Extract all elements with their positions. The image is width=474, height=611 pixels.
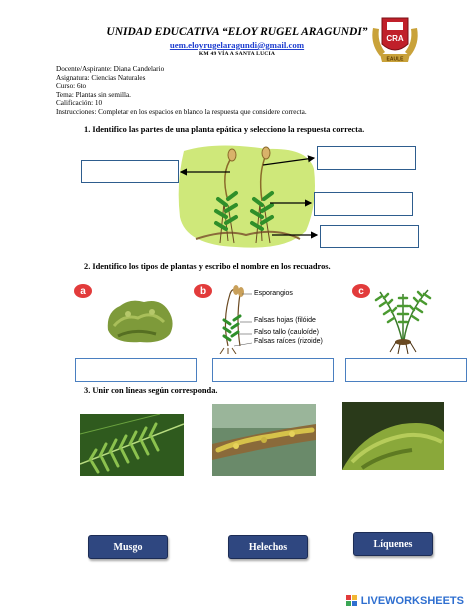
grade-line: Calificación: 10 [56,99,103,108]
badge-b: b [194,284,212,298]
liquenes-button[interactable]: Líquenes [353,532,433,556]
question-2-title: 2. Identifico los tipos de plantas y escribo el nombre en los recuadros. [84,262,331,271]
course-line: Curso: 6to [56,82,87,91]
helechos-button[interactable]: Helechos [228,535,308,559]
answer-box-c[interactable] [345,358,467,382]
liveworksheets-brand [346,595,464,607]
teacher-line: Docente/Aspirante: Diana Candelario [56,65,165,73]
lichen-branch-image [212,404,316,476]
liveworksheets-logo-icon [346,595,358,607]
label-esporangios: Esporangios [254,290,293,297]
school-email-link[interactable]: uem.eloyrugelaragundi@gmail.com [169,40,305,50]
subject-line: Asignatura: Ciencias Naturales [56,73,146,82]
answer-box-b[interactable] [212,358,334,382]
label-falso-tallo: Falso tallo (cauloíde) [254,329,319,336]
label-falsas-hojas: Falsas hojas (filóide [254,317,316,324]
school-name: UNIDAD EDUCATIVA “ELOY RUGEL ARAGUNDI” [106,26,368,38]
musgo-button[interactable]: Musgo [88,535,168,559]
instructions-line: Instrucciones: Completar en los espacios en blanco la respuesta que considere correcta. [56,108,307,116]
logo-text: CRA [386,34,404,43]
topic-line: Tema: Plantas sin semilla. [56,90,131,99]
badge-a: a [74,284,92,298]
fern-plant-image [372,284,436,354]
label-falsas-raices: Falsas raíces (rizoide) [254,338,323,345]
logo-caption: EAULE [386,56,404,63]
school-address: KM 49 VÍA A SANTA LUCIA [198,51,276,57]
moss-clump-image [104,296,176,344]
moss-log-image [342,402,444,470]
question-1-title: 1. Identifico las partes de una planta epática y selecciono la respuesta correcta. [84,125,365,134]
badge-c: c [352,284,370,298]
question-3-title: 3. Unir con líneas según corresponda. [84,386,218,395]
answer-box-a[interactable] [75,358,197,382]
fern-closeup-image [80,414,184,476]
brand-label: LIVEWORKSHEETS [360,595,464,607]
